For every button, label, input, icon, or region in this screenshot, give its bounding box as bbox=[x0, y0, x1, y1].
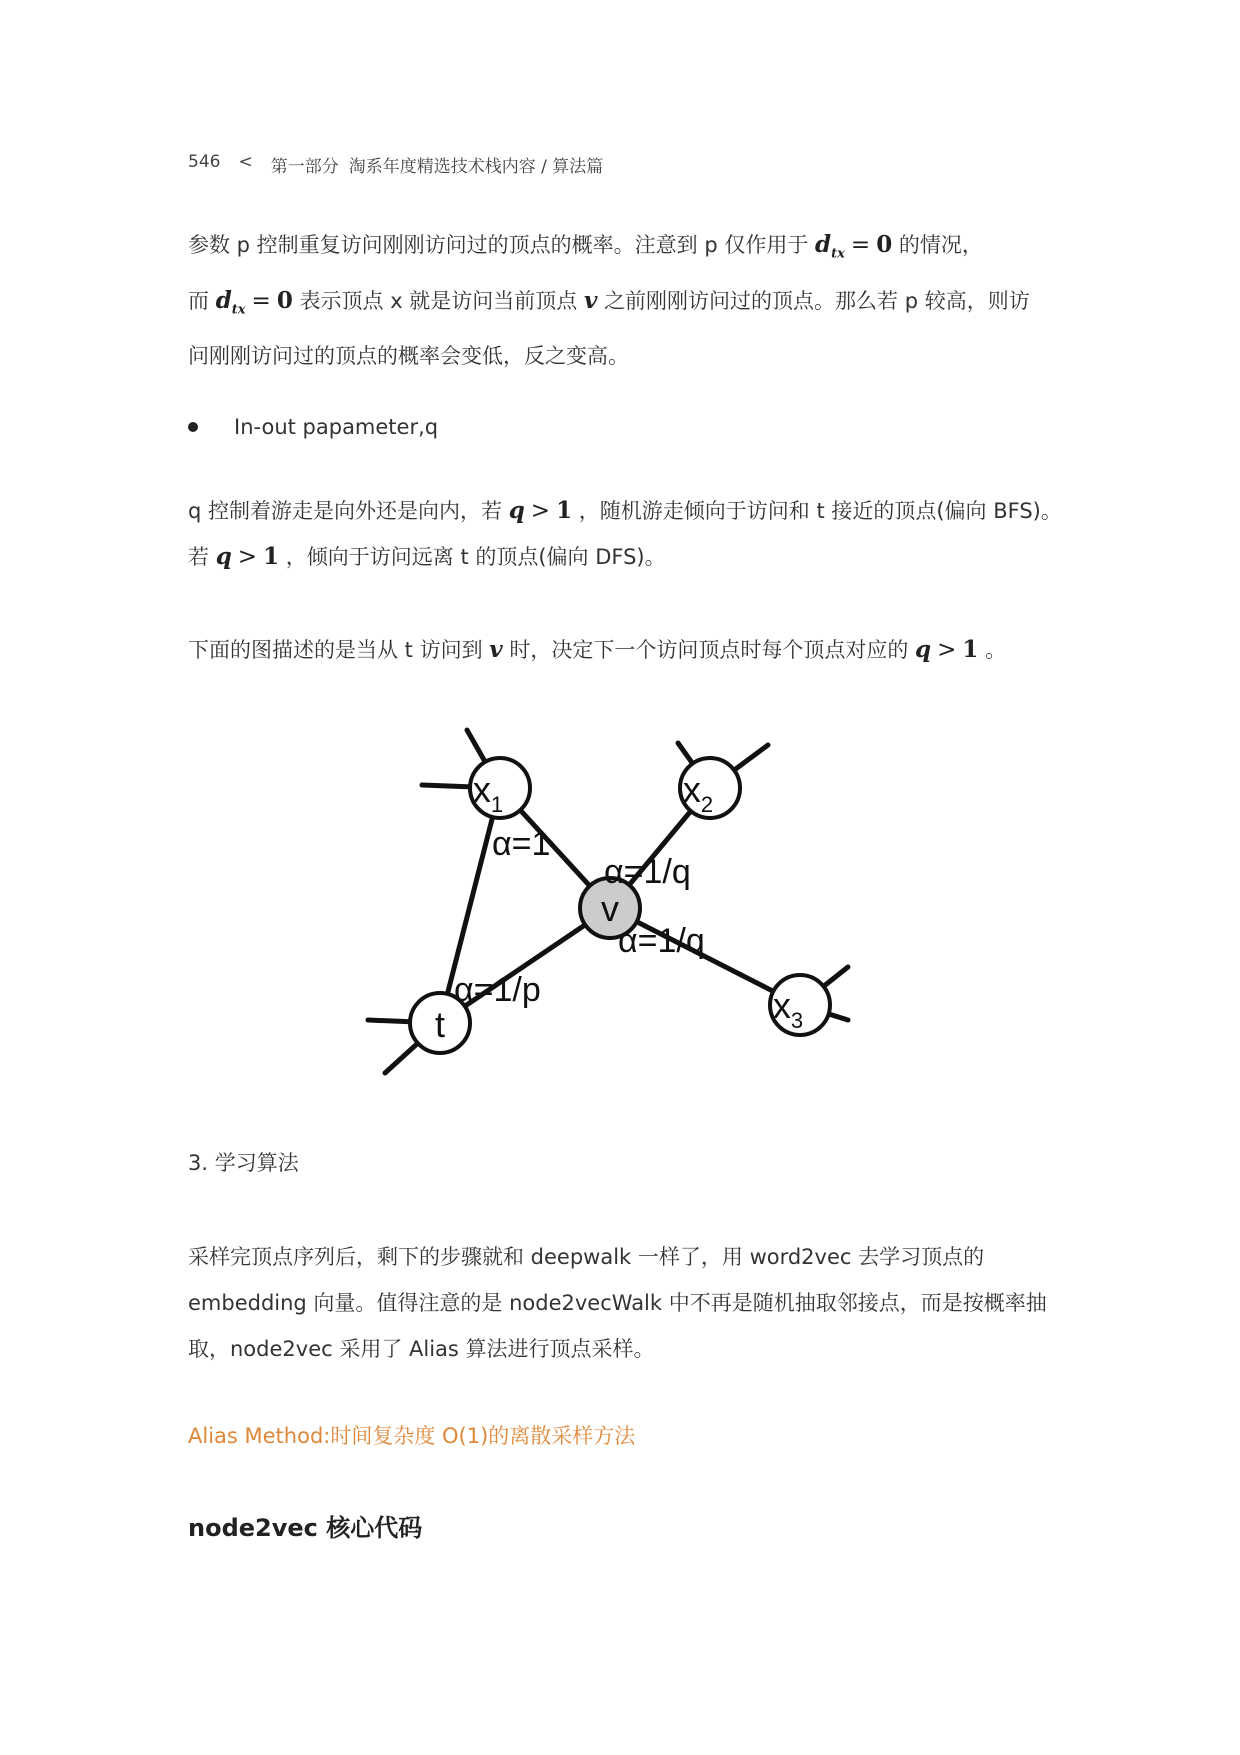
math-q-gt-1: q > 1 bbox=[215, 543, 280, 570]
text: 之前刚刚访问过的顶点。那么若 p 较高，则访 bbox=[604, 288, 1030, 313]
text: 的情况， bbox=[898, 233, 983, 257]
header-part: 第一部分 bbox=[270, 157, 339, 177]
paragraph-learning bbox=[188, 1234, 1058, 1372]
page-number: 546 bbox=[188, 152, 221, 172]
paragraph-figure-intro bbox=[188, 627, 1058, 673]
para-p-line-1 bbox=[188, 222, 1058, 278]
node-t-label: t bbox=[434, 1004, 446, 1045]
header-book-title: 淘系年度精选技术栈内容 / 算法篇 bbox=[348, 157, 604, 177]
math-q-gt-1: q > 1 bbox=[508, 497, 573, 524]
bullet-in-out-parameter bbox=[188, 415, 438, 439]
para-learn-line-2: embedding 向量。值得注意的是 node2vecWalk 中不再是随机抽取邻接点，而是按概率抽 bbox=[188, 1291, 1047, 1315]
edge-label-v-t: α=1/p bbox=[454, 971, 541, 1009]
bullet-label: In-out papameter,q bbox=[234, 415, 439, 439]
text: 表示顶点 x 就是访问当前顶点 bbox=[299, 288, 578, 313]
text: ，倾向于访问远离 t 的顶点(偏向 DFS)。 bbox=[285, 545, 666, 569]
text: ，随机游走倾向于访问和 t 接近的顶点(偏向 BFS)。 bbox=[578, 499, 1062, 523]
para-p-line-3: 问刚刚访问过的顶点的概率会变低，反之变高。 bbox=[188, 344, 629, 369]
math-q-gt-1: q > 1 bbox=[915, 636, 979, 663]
section-heading-learning: 3. 学习算法 bbox=[188, 1151, 299, 1175]
node-x2-label: $x_2$ bbox=[682, 769, 714, 817]
para-p-line-2 bbox=[188, 278, 1058, 334]
node-v-label: v bbox=[601, 888, 619, 929]
math-v: v bbox=[584, 286, 598, 314]
edge-label-v-x1: α=1 bbox=[492, 825, 551, 863]
code-heading: node2vec 核心代码 bbox=[188, 1514, 423, 1542]
text: 参数 p 控制重复访问刚刚访问过的顶点的概率。注意到 p 仅作用于 bbox=[188, 233, 809, 257]
para-q-line-2 bbox=[188, 534, 1058, 580]
node2vec-walk-diagram bbox=[340, 715, 880, 1095]
text: q 控制着游走是向外还是向内，若 bbox=[188, 499, 503, 523]
text: 。 bbox=[985, 638, 1007, 662]
edge-label-v-x2: α=1/q bbox=[604, 853, 691, 891]
text: 若 bbox=[188, 545, 209, 569]
para-learn-line-1: 采样完顶点序列后，剩下的步骤就和 deepwalk 一样了，用 word2vec 去学习顶点的 bbox=[188, 1245, 985, 1269]
node-x1-label: $x_1$ bbox=[472, 769, 504, 817]
paragraph-q bbox=[188, 488, 1062, 580]
bullet-dot bbox=[188, 422, 198, 432]
header-separator: < bbox=[238, 152, 253, 172]
text: 下面的图描述的是当从 t 访问到 bbox=[188, 638, 483, 662]
page-header bbox=[188, 152, 603, 177]
para-learn-line-3: 取，node2vec 采用了 Alias 算法进行顶点采样。 bbox=[188, 1337, 655, 1361]
edge-label-v-x3: α=1/q bbox=[618, 922, 705, 960]
alias-method-link[interactable]: Alias Method:时间复杂度 O(1)的离散采样方法 bbox=[188, 1424, 636, 1448]
paragraph-return-parameter bbox=[188, 222, 1058, 379]
math-v: v bbox=[489, 636, 503, 663]
text: 时，决定下一个访问顶点时每个顶点对应的 bbox=[509, 638, 909, 662]
math-dtx-eq-0: $d_{tx} = 0$ bbox=[815, 231, 893, 262]
text: 而 bbox=[188, 288, 209, 313]
para-q-line-1 bbox=[188, 488, 1062, 534]
math-dtx-eq-0: $d_{tx} = 0$ bbox=[215, 286, 293, 318]
node-x3-label: $x_3$ bbox=[772, 985, 804, 1033]
